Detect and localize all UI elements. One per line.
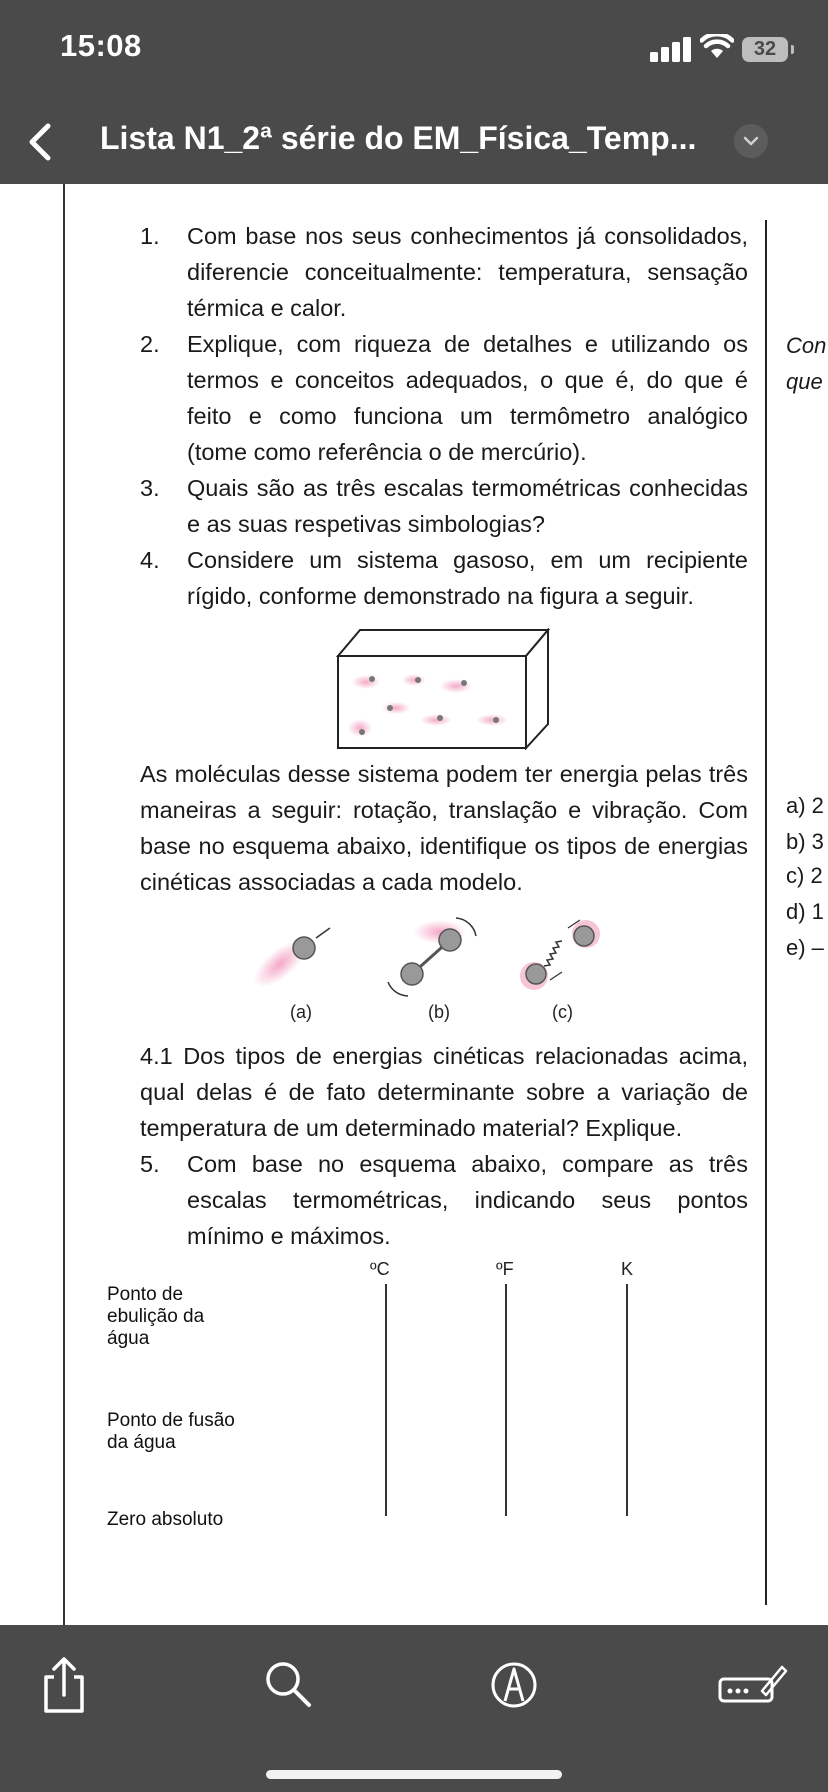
right-option-c: c) 2 [786, 863, 823, 888]
title-menu-button[interactable] [734, 124, 768, 158]
fahrenheit-scale-line [505, 1284, 507, 1516]
question-number: 3. [140, 475, 160, 501]
scale-label-kelvin: K [621, 1259, 634, 1279]
back-chevron-icon[interactable] [22, 120, 62, 164]
search-icon[interactable] [257, 1655, 317, 1715]
navigation-bar [0, 100, 828, 184]
page-left-border [63, 184, 65, 1625]
status-time: 15:08 [60, 28, 142, 63]
question-2 [140, 326, 748, 470]
question-1 [140, 218, 748, 326]
bottom-toolbar [0, 1625, 828, 1792]
question-text: Quais são as três escalas termométricas conhecidas e as suas respetivas simbologias? [187, 475, 748, 537]
battery-icon: 32 [742, 37, 788, 62]
question-3 [140, 470, 748, 542]
right-option-a: a) 2 [786, 793, 824, 818]
row-label-melting-point: Ponto de fusão da água [107, 1410, 235, 1453]
battery-nub [791, 45, 794, 54]
right-option-d: d) 1 [786, 899, 824, 924]
question-text: Explique, com riqueza de detalhes e utilizando os termos e conceitos adequados, o que é, do que é feito e como funciona um termômetro analógico (tome como referência o de mercúrio). [187, 331, 748, 465]
kelvin-scale-line [626, 1284, 628, 1516]
document-title[interactable]: Lista N1_2ª série do EM_Física_Temp... [100, 120, 697, 156]
column-divider [765, 220, 767, 1605]
figure-label-c: (c) [552, 1002, 573, 1022]
row-label-absolute-zero: Zero absoluto [107, 1509, 224, 1530]
markup-icon[interactable] [484, 1655, 544, 1715]
row-label-boiling-point: Ponto de ebulição da água [107, 1284, 205, 1349]
question-number: 1. [140, 223, 160, 249]
right-option-e: e) – [786, 935, 824, 960]
right-option-b: b) 3 [786, 829, 824, 854]
question-text: Com base no esquema abaixo, compare as três escalas termométricas, indicando seus pontos mínimo e máximos. [187, 1151, 748, 1249]
question-5-block [140, 1146, 748, 1254]
right-column-text-1: Con [786, 333, 827, 358]
right-column-text-2: que [786, 369, 823, 394]
question-text: Com base nos seus conhecimentos já consolidados, diferencie conceitualmente: temperatura, sensação térmica e calor. [187, 223, 748, 321]
question-4-paragraph: As moléculas desse sistema podem ter energia pelas três maneiras a seguir: rotação, translação e vibração. Com base no esquema abaixo, identifique os tipos de energias cinéticas associadas a cada modelo. [140, 761, 748, 895]
questions-1-4 [140, 218, 748, 614]
question-4 [140, 542, 748, 614]
scale-label-celsius: ºC [370, 1259, 390, 1279]
status-bar [0, 0, 828, 100]
wifi-icon [700, 34, 734, 60]
question-5 [140, 1146, 748, 1254]
question-number: 4. [140, 547, 160, 573]
figure-label-b: (b) [428, 1002, 450, 1022]
document-page[interactable] [0, 184, 828, 1625]
gas-container-figure [336, 628, 550, 750]
home-indicator[interactable] [266, 1770, 562, 1779]
figure-label-a: (a) [290, 1002, 312, 1022]
scale-label-fahrenheit: ºF [496, 1259, 514, 1279]
chevron-down-icon [734, 124, 768, 158]
cellular-signal-icon [650, 36, 694, 62]
molecule-models-figure [250, 904, 620, 1004]
question-number: 5. [140, 1151, 160, 1177]
celsius-scale-line [385, 1284, 387, 1516]
fill-and-sign-icon[interactable] [716, 1655, 788, 1715]
share-icon[interactable] [34, 1655, 94, 1715]
question-number: 2. [140, 331, 160, 357]
question-text: Considere um sistema gasoso, em um recipiente rígido, conforme demonstrado na figura a seguir. [187, 547, 748, 609]
question-4-1: 4.1 Dos tipos de energias cinéticas relacionadas acima, qual delas é de fato determinante sobre a variação de temperatura de um determinado material? Explique. [140, 1043, 748, 1141]
